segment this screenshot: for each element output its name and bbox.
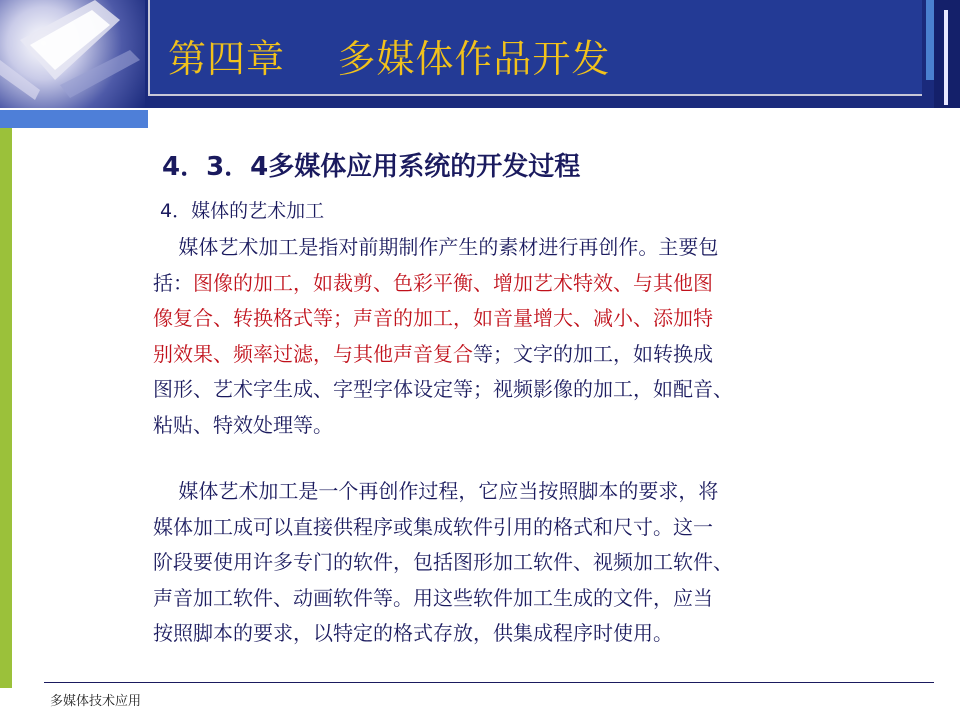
highlight-line: 像复合、转换格式等；声音的加工，如音量增大、减小、添加特 xyxy=(153,306,713,330)
footer-divider xyxy=(44,682,934,683)
text-span: 括： xyxy=(153,270,193,295)
text-span: 等；文字的加工，如转换成 xyxy=(473,341,713,366)
paragraph-line: 媒体艺术加工是一个再创作过程，它应当按照脚本的要求，将 xyxy=(153,479,719,503)
section-heading: 4．3．4多媒体应用系统的开发过程 xyxy=(162,152,581,182)
paragraph-line: 阶段要使用许多专门的软件，包括图形加工软件、视频加工软件、 xyxy=(153,550,733,574)
paragraph-line: 粘贴、特效处理等。 xyxy=(153,412,333,437)
paragraph-line xyxy=(153,266,853,302)
right-accent-line xyxy=(944,10,948,105)
paragraph-1 xyxy=(153,230,853,443)
footer-text: 多媒体技术应用 xyxy=(50,694,142,709)
paragraph-line: 媒体艺术加工是指对前期制作产生的素材进行再创作。主要包 xyxy=(153,235,719,259)
right-accent-bar xyxy=(926,0,934,80)
subheading: 4．媒体的艺术加工 xyxy=(160,200,325,222)
page-title: 第四章 多媒体作品开发 xyxy=(168,37,611,81)
paragraph-line: 声音加工软件、动画软件等。用这些软件加工生成的文件，应当 xyxy=(153,585,713,610)
paragraph-line: 图形、艺术字生成、字型字体设定等；视频影像的加工，如配音、 xyxy=(153,377,733,401)
blue-accent-strip xyxy=(0,110,148,128)
highlight-text: 别效果、频率过滤，与其他声音复合 xyxy=(153,341,473,366)
paragraph-line: 媒体加工成可以直接供程序或集成软件引用的格式和尺寸。这一 xyxy=(153,514,713,539)
computer-logo-image xyxy=(0,0,145,108)
highlight-text: 图像的加工，如裁剪、色彩平衡、增加艺术特效、与其他图 xyxy=(193,270,713,295)
paragraph-2 xyxy=(153,474,853,652)
green-side-bar xyxy=(0,128,12,688)
paragraph-line: 按照脚本的要求，以特定的格式存放，供集成程序时使用。 xyxy=(153,621,673,645)
paragraph-line xyxy=(153,337,853,373)
title-box xyxy=(148,0,922,96)
